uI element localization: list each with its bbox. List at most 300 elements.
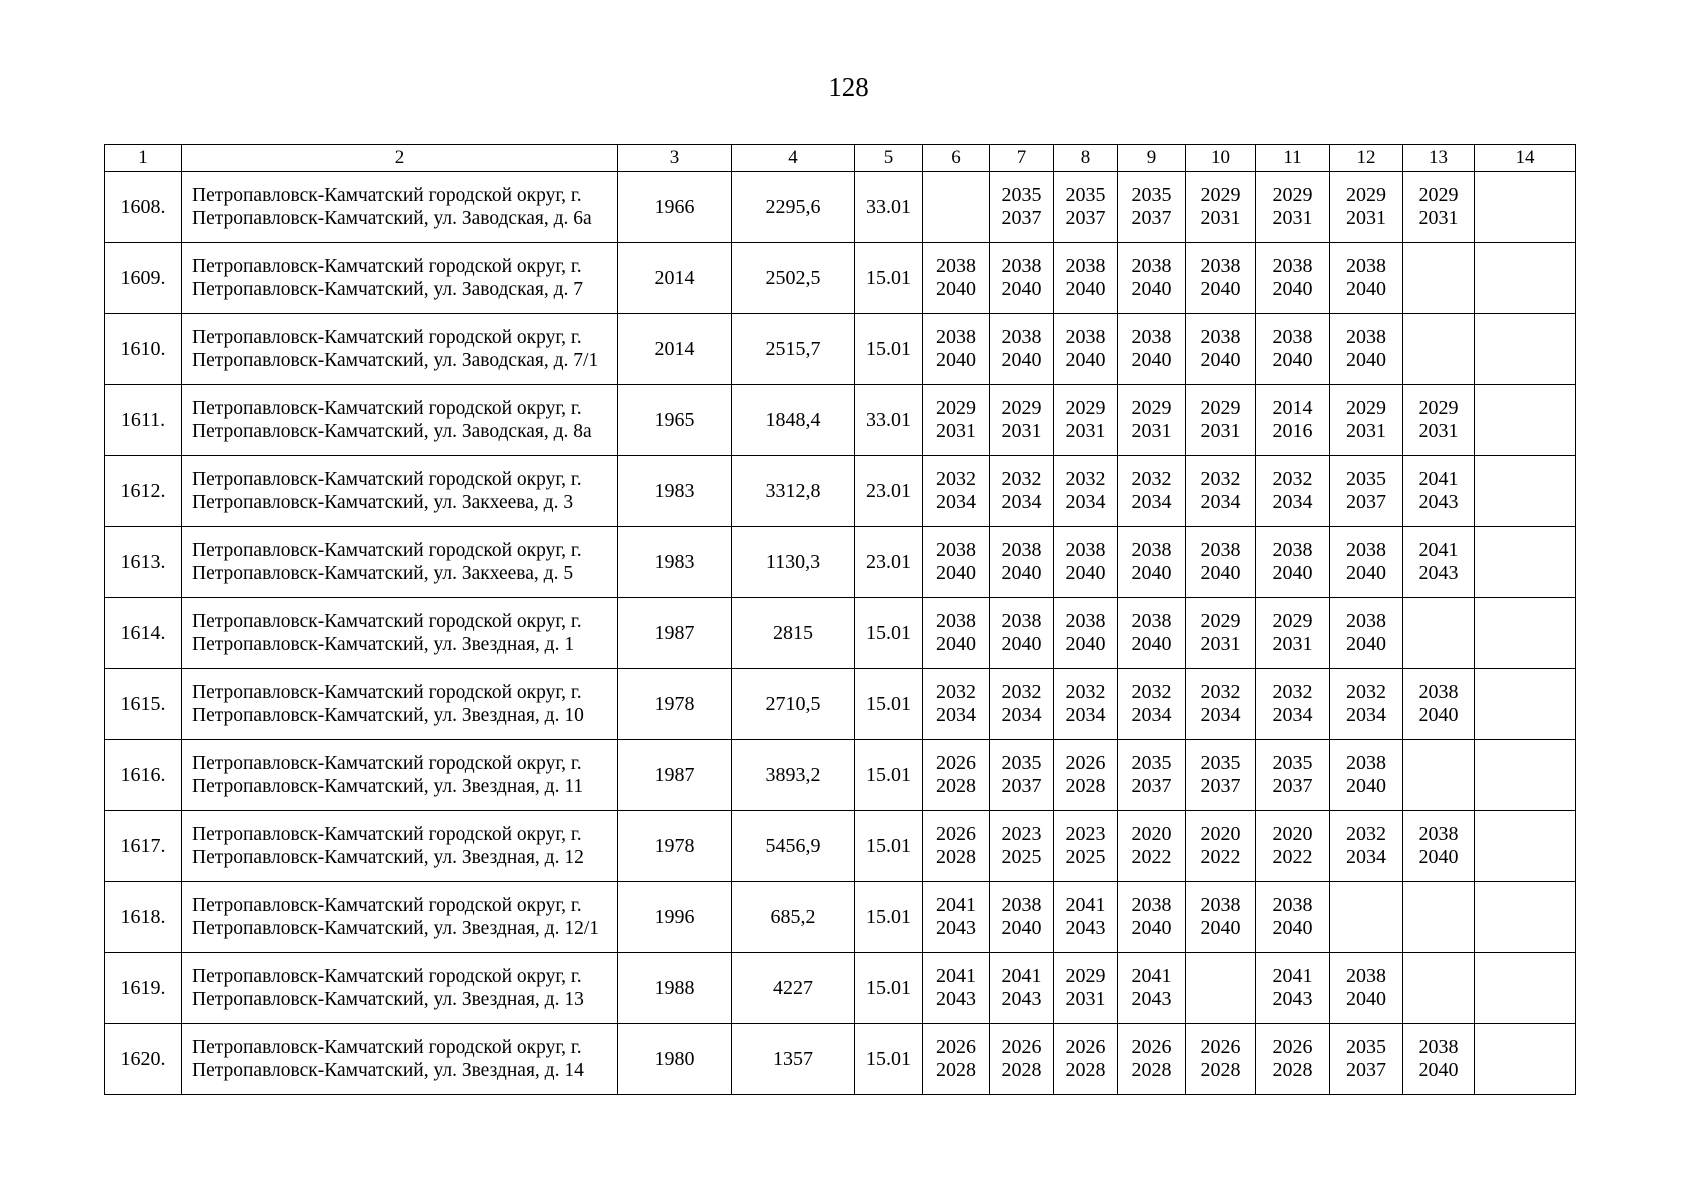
period-start-year: 2038	[936, 255, 976, 277]
period-start-year: 2038	[1200, 539, 1241, 561]
period-end-year: 2040	[1346, 988, 1386, 1010]
column-header: 14	[1475, 145, 1576, 172]
period-start-year: 2038	[1131, 610, 1172, 632]
period-end-year: 2034	[1200, 704, 1241, 726]
period-cell	[923, 740, 990, 811]
period-start-year: 2038	[1001, 539, 1042, 561]
period-start-year: 2035	[1131, 752, 1172, 774]
period-end-year: 2031	[1200, 207, 1241, 229]
period-start-year: 2038	[1065, 610, 1106, 632]
code-cell: 15.01	[855, 598, 923, 669]
period-end-year: 2028	[1200, 1059, 1241, 1081]
period-end-year: 2028	[936, 775, 976, 797]
area-cell: 3312,8	[732, 456, 855, 527]
period-start-year: 2029	[1200, 610, 1241, 632]
period-end-year: 2037	[1346, 1059, 1386, 1081]
area-cell: 2502,5	[732, 243, 855, 314]
period-start-year: 2038	[1418, 681, 1459, 703]
period-cell	[1186, 882, 1256, 953]
column-header: 1	[105, 145, 182, 172]
table-row	[105, 882, 1576, 953]
period-end-year: 2034	[936, 491, 976, 513]
period-cell	[923, 811, 990, 882]
period-end-year: 2043	[1418, 562, 1459, 584]
address-cell: Петропавловск-Камчатский городской округ, г. Петропавловск-Камчатский, ул. Звездная, д. 12	[182, 811, 618, 882]
period-cell	[1054, 669, 1118, 740]
period-end-year: 2040	[1001, 917, 1042, 939]
period-cell	[990, 172, 1054, 243]
period-end-year: 2034	[1272, 704, 1313, 726]
period-cell	[1403, 740, 1475, 811]
table-row	[105, 740, 1576, 811]
period-cell	[1256, 882, 1330, 953]
period-cell	[1186, 314, 1256, 385]
period-start-year: 2038	[936, 610, 976, 632]
period-cell	[990, 598, 1054, 669]
table-row	[105, 811, 1576, 882]
period-end-year: 2031	[1065, 988, 1106, 1010]
address-cell: Петропавловск-Камчатский городской округ, г. Петропавловск-Камчатский, ул. Звездная, д. 14	[182, 1024, 618, 1095]
period-cell	[1475, 1024, 1576, 1095]
period-cell	[1475, 811, 1576, 882]
period-start-year: 2041	[1272, 965, 1313, 987]
period-cell	[1118, 953, 1186, 1024]
column-header: 2	[182, 145, 618, 172]
period-start-year: 2023	[1065, 823, 1106, 845]
row-number-cell: 1620.	[105, 1024, 182, 1095]
period-start-year: 2038	[1346, 255, 1386, 277]
table-row	[105, 243, 1576, 314]
period-start-year: 2029	[1272, 610, 1313, 632]
period-start-year: 2038	[1346, 965, 1386, 987]
address-cell: Петропавловск-Камчатский городской округ, г. Петропавловск-Камчатский, ул. Звездная, д. 10	[182, 669, 618, 740]
period-end-year: 2040	[936, 349, 976, 371]
period-start-year: 2029	[1346, 184, 1386, 206]
period-cell	[1330, 740, 1403, 811]
period-start-year: 2026	[1065, 1036, 1106, 1058]
period-cell	[1186, 811, 1256, 882]
period-start-year: 2032	[1131, 468, 1172, 490]
period-cell	[923, 172, 990, 243]
period-end-year: 2031	[1272, 633, 1313, 655]
period-cell	[1186, 1024, 1256, 1095]
period-end-year: 2028	[1272, 1059, 1313, 1081]
period-start-year: 2038	[1001, 610, 1042, 632]
period-end-year: 2025	[1065, 846, 1106, 868]
period-cell	[1256, 669, 1330, 740]
period-end-year: 2040	[1200, 278, 1241, 300]
period-end-year: 2031	[1272, 207, 1313, 229]
period-start-year: 2041	[936, 894, 976, 916]
period-end-year: 2043	[1272, 988, 1313, 1010]
period-cell	[1475, 172, 1576, 243]
code-cell: 15.01	[855, 953, 923, 1024]
period-cell	[1330, 811, 1403, 882]
period-end-year: 2031	[1001, 420, 1042, 442]
period-end-year: 2037	[1346, 491, 1386, 513]
period-start-year: 2029	[1200, 397, 1241, 419]
period-end-year: 2028	[1065, 775, 1106, 797]
period-start-year: 2029	[1346, 397, 1386, 419]
period-start-year: 2029	[1418, 397, 1459, 419]
period-cell	[1186, 598, 1256, 669]
period-end-year: 2040	[1272, 917, 1313, 939]
period-end-year: 2034	[1272, 491, 1313, 513]
period-start-year: 2035	[1200, 752, 1241, 774]
period-end-year: 2034	[1001, 491, 1042, 513]
period-cell	[1118, 740, 1186, 811]
period-cell	[990, 527, 1054, 598]
build-year-cell: 1987	[618, 598, 732, 669]
column-header: 13	[1403, 145, 1475, 172]
period-start-year: 2035	[1065, 184, 1106, 206]
period-start-year: 2029	[1418, 184, 1459, 206]
period-start-year: 2029	[1200, 184, 1241, 206]
period-end-year: 2040	[1272, 278, 1313, 300]
header-row	[105, 145, 1576, 172]
period-cell	[1403, 953, 1475, 1024]
period-start-year: 2032	[1272, 681, 1313, 703]
period-cell	[1118, 385, 1186, 456]
period-cell	[923, 243, 990, 314]
column-header: 12	[1330, 145, 1403, 172]
period-cell	[1186, 669, 1256, 740]
build-year-cell: 1980	[618, 1024, 732, 1095]
period-end-year: 2043	[1065, 917, 1106, 939]
period-cell	[1475, 243, 1576, 314]
table-row	[105, 172, 1576, 243]
period-start-year: 2041	[1418, 539, 1459, 561]
period-cell	[1403, 598, 1475, 669]
period-cell	[1256, 740, 1330, 811]
period-end-year: 2040	[1200, 917, 1241, 939]
period-start-year: 2038	[1200, 255, 1241, 277]
period-end-year: 2028	[936, 1059, 976, 1081]
period-cell	[1256, 1024, 1330, 1095]
period-end-year: 2022	[1131, 846, 1172, 868]
period-start-year: 2035	[1131, 184, 1172, 206]
period-cell	[1330, 314, 1403, 385]
period-end-year: 2031	[1065, 420, 1106, 442]
period-end-year: 2043	[1001, 988, 1042, 1010]
period-start-year: 2029	[936, 397, 976, 419]
period-start-year: 2038	[1131, 326, 1172, 348]
period-cell	[923, 882, 990, 953]
period-end-year: 2040	[936, 562, 976, 584]
table-row	[105, 669, 1576, 740]
period-start-year: 2038	[1346, 610, 1386, 632]
period-cell	[1330, 953, 1403, 1024]
period-start-year: 2020	[1200, 823, 1241, 845]
address-cell: Петропавловск-Камчатский городской округ, г. Петропавловск-Камчатский, ул. Заводская, д. 8а	[182, 385, 618, 456]
period-start-year: 2038	[936, 539, 976, 561]
address-cell: Петропавловск-Камчатский городской округ, г. Петропавловск-Камчатский, ул. Звездная, д. 12/1	[182, 882, 618, 953]
period-cell	[1054, 598, 1118, 669]
area-cell: 4227	[732, 953, 855, 1024]
code-cell: 23.01	[855, 527, 923, 598]
period-start-year: 2038	[1131, 894, 1172, 916]
period-cell	[1186, 385, 1256, 456]
period-cell	[1475, 527, 1576, 598]
area-cell: 2295,6	[732, 172, 855, 243]
period-cell	[1403, 314, 1475, 385]
period-start-year: 2035	[1346, 1036, 1386, 1058]
period-cell	[1330, 598, 1403, 669]
period-end-year: 2040	[1065, 349, 1106, 371]
row-number-cell: 1612.	[105, 456, 182, 527]
period-end-year: 2040	[1346, 775, 1386, 797]
period-cell	[1330, 172, 1403, 243]
period-cell	[1330, 385, 1403, 456]
period-cell	[1054, 882, 1118, 953]
period-end-year: 2040	[1001, 278, 1042, 300]
period-end-year: 2028	[1001, 1059, 1042, 1081]
code-cell: 23.01	[855, 456, 923, 527]
table-body	[105, 172, 1576, 1095]
period-cell	[1054, 385, 1118, 456]
period-end-year: 2034	[1131, 704, 1172, 726]
period-start-year: 2038	[1346, 326, 1386, 348]
build-year-cell: 1983	[618, 527, 732, 598]
table-row	[105, 527, 1576, 598]
period-end-year: 2037	[1065, 207, 1106, 229]
period-cell	[1256, 385, 1330, 456]
period-cell	[1054, 811, 1118, 882]
address-cell: Петропавловск-Камчатский городской округ, г. Петропавловск-Камчатский, ул. Звездная, д. 1	[182, 598, 618, 669]
period-end-year: 2034	[1065, 704, 1106, 726]
build-year-cell: 1996	[618, 882, 732, 953]
column-header: 10	[1186, 145, 1256, 172]
period-end-year: 2040	[1065, 278, 1106, 300]
period-end-year: 2037	[1001, 207, 1042, 229]
period-cell	[1403, 456, 1475, 527]
period-start-year: 2041	[936, 965, 976, 987]
code-cell: 33.01	[855, 172, 923, 243]
table-row	[105, 953, 1576, 1024]
period-start-year: 2038	[1065, 539, 1106, 561]
period-start-year: 2032	[1346, 823, 1386, 845]
build-year-cell: 1988	[618, 953, 732, 1024]
build-year-cell: 1987	[618, 740, 732, 811]
period-cell	[990, 1024, 1054, 1095]
period-end-year: 2034	[1001, 704, 1042, 726]
period-cell	[1330, 1024, 1403, 1095]
period-end-year: 2028	[1131, 1059, 1172, 1081]
period-cell	[1186, 953, 1256, 1024]
period-cell	[923, 456, 990, 527]
build-year-cell: 1966	[618, 172, 732, 243]
period-end-year: 2040	[1346, 633, 1386, 655]
period-start-year: 2038	[1346, 539, 1386, 561]
page-number: 128	[828, 72, 869, 102]
period-start-year: 2038	[936, 326, 976, 348]
period-end-year: 2028	[936, 846, 976, 868]
period-start-year: 2035	[1346, 468, 1386, 490]
period-cell	[990, 243, 1054, 314]
period-cell	[1256, 243, 1330, 314]
period-end-year: 2037	[1131, 775, 1172, 797]
period-start-year: 2038	[1200, 894, 1241, 916]
period-cell	[1330, 243, 1403, 314]
period-end-year: 2031	[1131, 420, 1172, 442]
period-cell	[1186, 740, 1256, 811]
period-cell	[1054, 243, 1118, 314]
period-end-year: 2040	[1065, 562, 1106, 584]
period-cell	[1054, 456, 1118, 527]
period-cell	[1330, 669, 1403, 740]
period-start-year: 2038	[1272, 539, 1313, 561]
period-end-year: 2037	[1001, 775, 1042, 797]
period-start-year: 2032	[1200, 468, 1241, 490]
period-cell	[923, 953, 990, 1024]
period-cell	[1475, 314, 1576, 385]
period-cell	[1054, 1024, 1118, 1095]
period-start-year: 2035	[1272, 752, 1313, 774]
column-header: 3	[618, 145, 732, 172]
period-end-year: 2037	[1272, 775, 1313, 797]
period-cell	[1330, 456, 1403, 527]
period-cell	[990, 953, 1054, 1024]
period-end-year: 2043	[1131, 988, 1172, 1010]
period-start-year: 2038	[1065, 326, 1106, 348]
period-end-year: 2040	[1131, 917, 1172, 939]
period-cell	[1256, 527, 1330, 598]
period-cell	[1256, 314, 1330, 385]
period-cell	[923, 527, 990, 598]
period-start-year: 2029	[1065, 397, 1106, 419]
column-header: 6	[923, 145, 990, 172]
table-row	[105, 385, 1576, 456]
period-cell	[1475, 953, 1576, 1024]
area-cell: 685,2	[732, 882, 855, 953]
period-cell	[923, 1024, 990, 1095]
period-start-year: 2032	[1065, 681, 1106, 703]
period-end-year: 2040	[1418, 1059, 1459, 1081]
period-cell	[1118, 172, 1186, 243]
column-header: 9	[1118, 145, 1186, 172]
address-cell: Петропавловск-Камчатский городской округ, г. Петропавловск-Камчатский, ул. Звездная, д. 13	[182, 953, 618, 1024]
area-cell: 2815	[732, 598, 855, 669]
period-cell	[1118, 811, 1186, 882]
build-year-cell: 1983	[618, 456, 732, 527]
period-cell	[1475, 882, 1576, 953]
period-cell	[990, 385, 1054, 456]
column-header: 5	[855, 145, 923, 172]
period-start-year: 2026	[1272, 1036, 1313, 1058]
period-start-year: 2026	[936, 752, 976, 774]
period-start-year: 2038	[1272, 255, 1313, 277]
period-start-year: 2038	[1001, 326, 1042, 348]
period-cell	[1475, 740, 1576, 811]
code-cell: 15.01	[855, 740, 923, 811]
column-header: 11	[1256, 145, 1330, 172]
period-start-year: 2026	[1001, 1036, 1042, 1058]
period-end-year: 2022	[1272, 846, 1313, 868]
period-cell	[923, 385, 990, 456]
period-end-year: 2037	[1200, 775, 1241, 797]
period-end-year: 2043	[936, 917, 976, 939]
column-header: 4	[732, 145, 855, 172]
period-start-year: 2032	[1346, 681, 1386, 703]
code-cell: 15.01	[855, 1024, 923, 1095]
period-cell	[1256, 598, 1330, 669]
period-cell	[1403, 527, 1475, 598]
period-cell	[990, 740, 1054, 811]
period-start-year: 2038	[1200, 326, 1241, 348]
period-start-year: 2041	[1418, 468, 1459, 490]
period-end-year: 2034	[936, 704, 976, 726]
period-cell	[990, 882, 1054, 953]
area-cell: 1357	[732, 1024, 855, 1095]
period-end-year: 2040	[1346, 278, 1386, 300]
row-number-cell: 1610.	[105, 314, 182, 385]
period-cell	[1054, 172, 1118, 243]
period-cell	[923, 314, 990, 385]
period-cell	[1118, 1024, 1186, 1095]
period-start-year: 2041	[1065, 894, 1106, 916]
period-start-year: 2035	[1001, 184, 1042, 206]
address-cell: Петропавловск-Камчатский городской округ, г. Петропавловск-Камчатский, ул. Закхеева, д. 3	[182, 456, 618, 527]
period-start-year: 2038	[1272, 326, 1313, 348]
period-end-year: 2031	[1200, 420, 1241, 442]
period-end-year: 2034	[1200, 491, 1241, 513]
period-end-year: 2040	[1001, 562, 1042, 584]
period-end-year: 2034	[1065, 491, 1106, 513]
period-end-year: 2040	[1131, 349, 1172, 371]
period-cell	[923, 598, 990, 669]
period-cell	[1118, 669, 1186, 740]
code-cell: 15.01	[855, 811, 923, 882]
period-cell	[1475, 598, 1576, 669]
area-cell: 1130,3	[732, 527, 855, 598]
row-number-cell: 1613.	[105, 527, 182, 598]
period-end-year: 2031	[1346, 420, 1386, 442]
period-cell	[1403, 882, 1475, 953]
period-cell	[1054, 740, 1118, 811]
period-start-year: 2029	[1001, 397, 1042, 419]
period-end-year: 2040	[1131, 562, 1172, 584]
period-cell	[1186, 456, 1256, 527]
row-number-cell: 1611.	[105, 385, 182, 456]
period-start-year: 2026	[1131, 1036, 1172, 1058]
build-year-cell: 1978	[618, 669, 732, 740]
row-number-cell: 1615.	[105, 669, 182, 740]
period-start-year: 2032	[1200, 681, 1241, 703]
period-cell	[1186, 243, 1256, 314]
row-number-cell: 1608.	[105, 172, 182, 243]
period-start-year: 2032	[1065, 468, 1106, 490]
area-cell: 5456,9	[732, 811, 855, 882]
period-start-year: 2029	[1272, 184, 1313, 206]
period-start-year: 2026	[1200, 1036, 1241, 1058]
row-number-cell: 1619.	[105, 953, 182, 1024]
column-header: 7	[990, 145, 1054, 172]
period-cell	[990, 456, 1054, 527]
period-cell	[1186, 172, 1256, 243]
period-end-year: 2040	[1065, 633, 1106, 655]
code-cell: 15.01	[855, 882, 923, 953]
period-cell	[1118, 598, 1186, 669]
period-end-year: 2040	[1200, 349, 1241, 371]
period-end-year: 2043	[936, 988, 976, 1010]
period-start-year: 2029	[1131, 397, 1172, 419]
column-header: 8	[1054, 145, 1118, 172]
code-cell: 15.01	[855, 669, 923, 740]
period-cell	[990, 669, 1054, 740]
address-cell: Петропавловск-Камчатский городской округ, г. Петропавловск-Камчатский, ул. Заводская, д. 6а	[182, 172, 618, 243]
build-year-cell: 2014	[618, 314, 732, 385]
period-end-year: 2040	[936, 278, 976, 300]
